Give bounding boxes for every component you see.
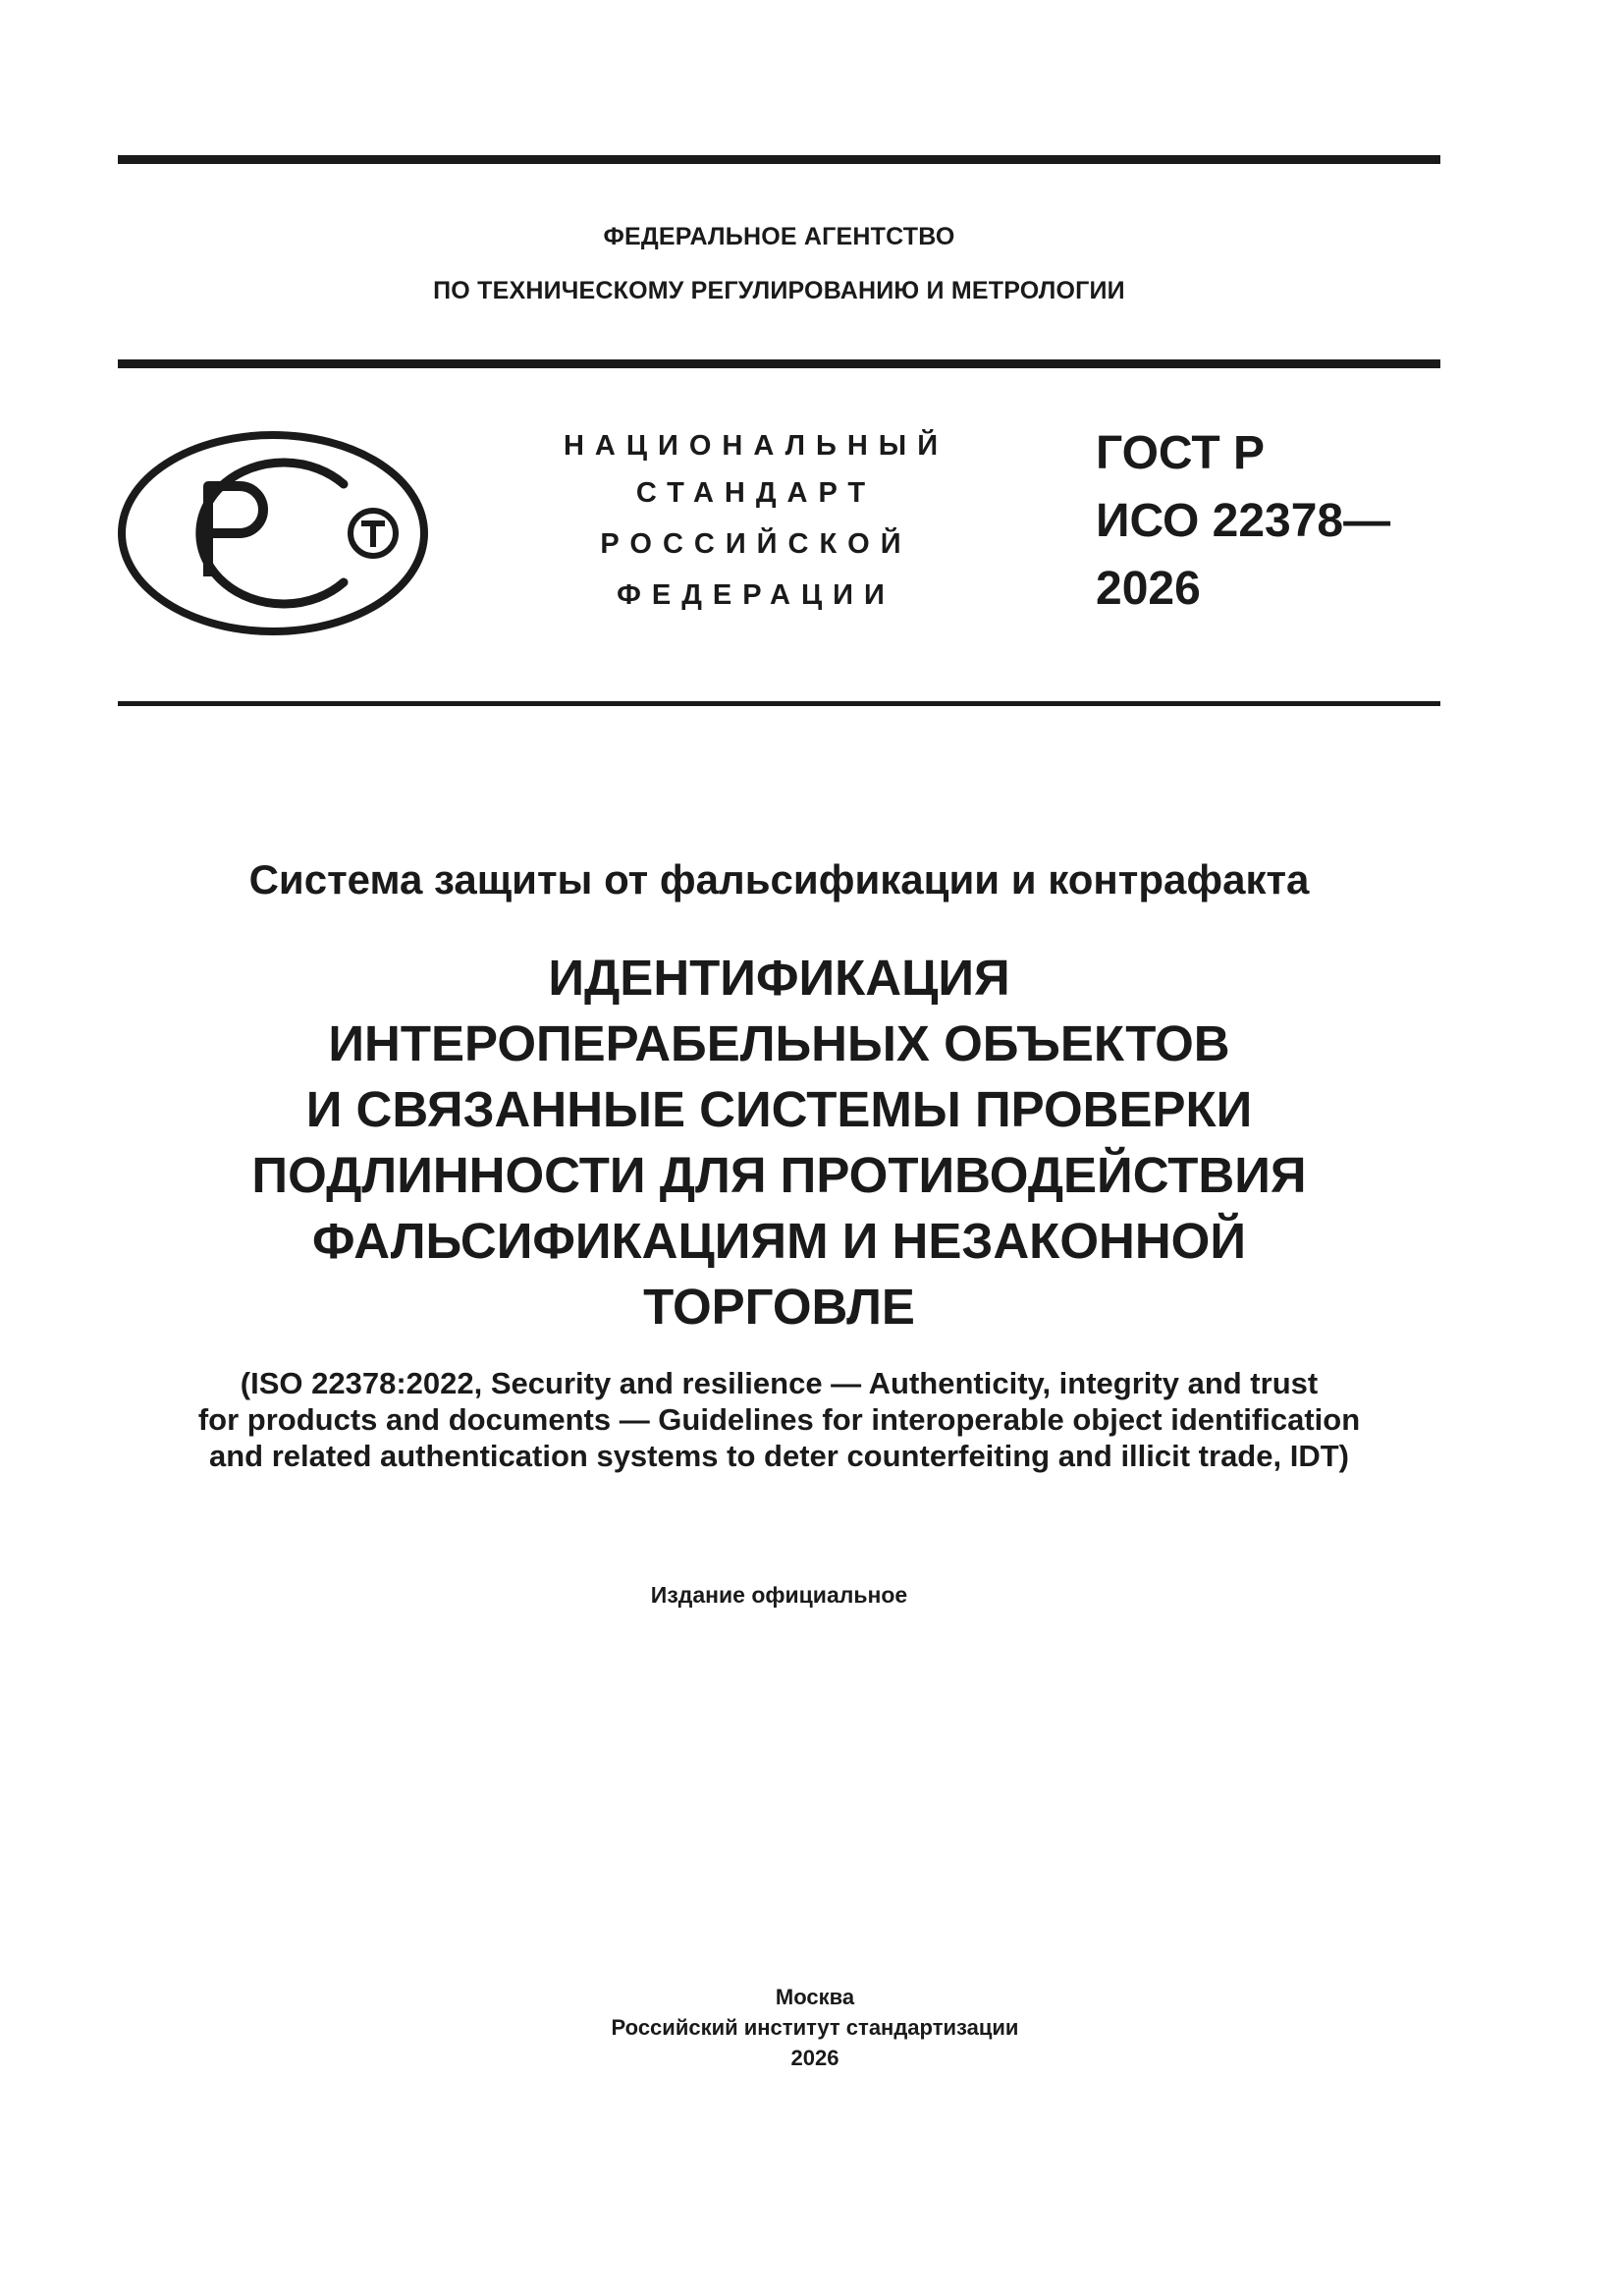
title-line: ФАЛЬСИФИКАЦИЯМ И НЕЗАКОННОЙ	[312, 1213, 1246, 1269]
designation-line-3: 2026	[1096, 563, 1201, 615]
designation-line-1: ГОСТ Р	[1096, 427, 1266, 479]
title-line: ТОРГОВЛЕ	[643, 1279, 915, 1335]
imprint-city: Москва	[775, 1985, 855, 2009]
document-subtitle: Система защиты от фальсификации и контрафакта	[248, 856, 1310, 902]
title-line: ИДЕНТИФИКАЦИЯ	[548, 950, 1010, 1006]
top-rule	[118, 155, 1440, 164]
title-line: ИНТЕРОПЕРАБЕЛЬНЫХ ОБЪЕКТОВ	[328, 1015, 1230, 1071]
iso-reference-line: for products and documents — Guidelines for interoperable object identification	[197, 1402, 1361, 1437]
title-block-rule	[118, 701, 1440, 706]
designation-line-2: ИСО 22378—	[1096, 495, 1391, 547]
imprint-year: 2026	[790, 2046, 839, 2070]
rst-logo-icon	[116, 429, 430, 637]
standard-type-line-3: РОССИЙСКОЙ	[600, 528, 912, 560]
standard-type-line-1: НАЦИОНАЛЬНЫЙ	[563, 430, 949, 462]
document-title	[118, 945, 1440, 1339]
agency-name-line-1: ФЕДЕРАЛЬНОЕ АГЕНТСТВО	[603, 223, 955, 250]
edition-label: Издание официальное	[650, 1582, 908, 1608]
header-divider-rule	[118, 359, 1440, 368]
iso-reference-line: and related authentication systems to deter counterfeiting and illicit trade, IDT)	[209, 1439, 1349, 1473]
agency-name-line-2: ПО ТЕХНИЧЕСКОМУ РЕГУЛИРОВАНИЮ И МЕТРОЛОГИИ	[433, 277, 1125, 304]
title-line: ПОДЛИННОСТИ ДЛЯ ПРОТИВОДЕЙСТВИЯ	[251, 1147, 1307, 1203]
iso-reference-line: (ISO 22378:2022, Security and resilience — Authenticity, integrity and trust	[240, 1366, 1319, 1400]
standard-type-line-4: ФЕДЕРАЦИИ	[617, 579, 895, 611]
standard-type-line-2: СТАНДАРТ	[635, 477, 877, 509]
iso-reference	[118, 1365, 1440, 1474]
imprint-publisher: Российский институт стандартизации	[611, 2015, 1019, 2040]
title-line: И СВЯЗАННЫЕ СИСТЕМЫ ПРОВЕРКИ	[305, 1081, 1253, 1137]
imprint	[118, 1982, 1512, 2073]
